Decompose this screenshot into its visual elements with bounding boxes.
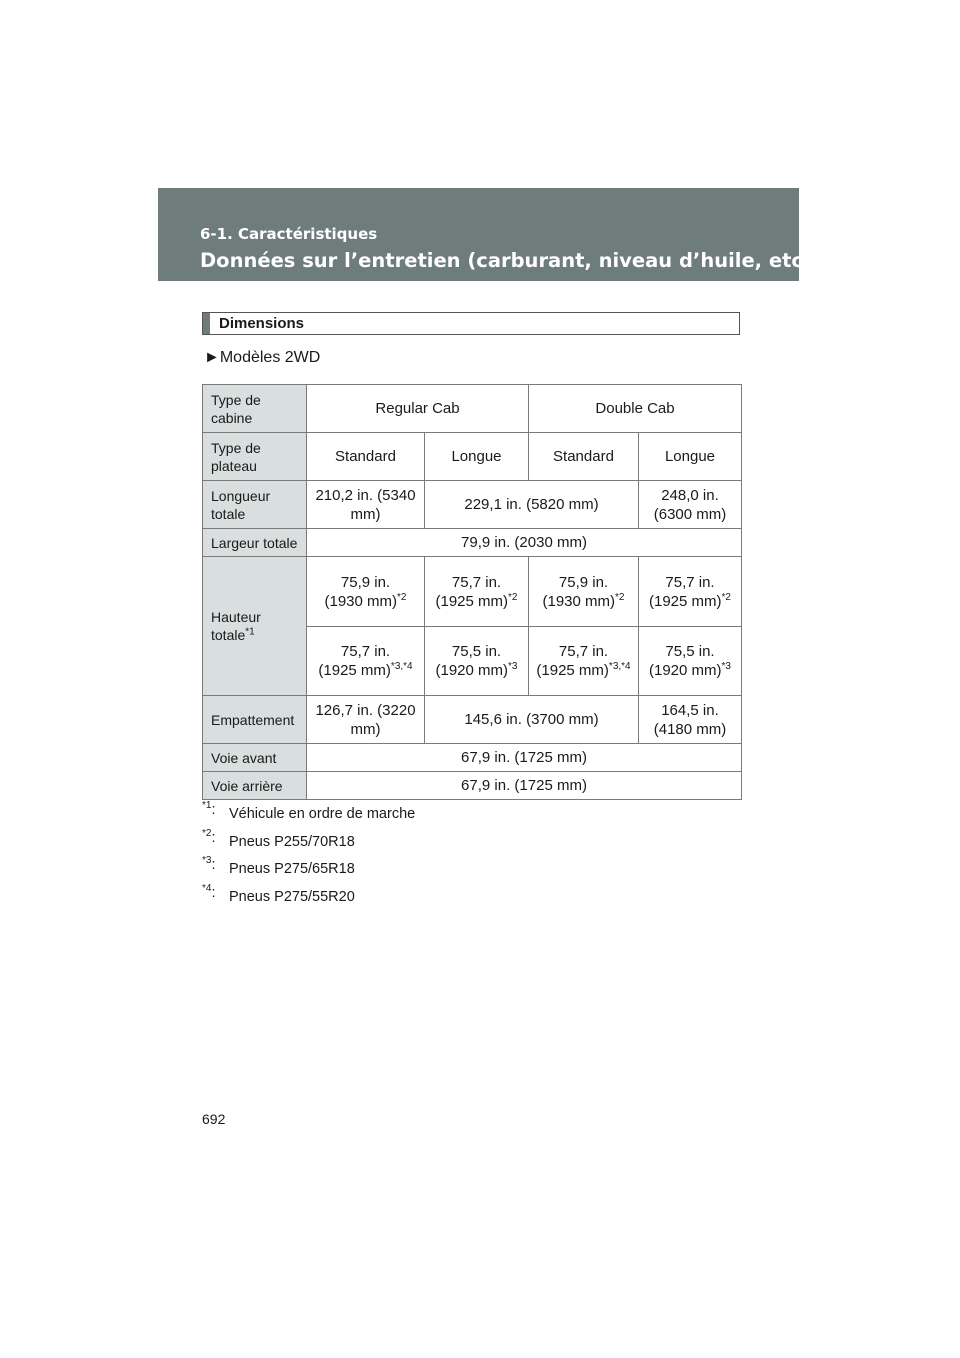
table-cell: Standard xyxy=(307,433,425,481)
value-in: 75,9 in. xyxy=(558,573,609,591)
value-mm: (1925 mm) xyxy=(536,662,609,679)
table-cell: 210,2 in. (5340 mm) xyxy=(307,481,425,529)
page-title: Données sur l’entretien (carburant, niveau d’huile, etc.) xyxy=(200,249,820,272)
footnote-ref: *3 xyxy=(508,661,518,672)
table-cell xyxy=(425,627,529,696)
value-mm: (1930 mm) xyxy=(324,592,398,610)
footnote-ref: *3 xyxy=(721,661,731,672)
table-cell: 229,1 in. (5820 mm) xyxy=(425,481,639,529)
table-row xyxy=(203,696,742,744)
table-cell xyxy=(307,627,425,696)
value-mm: (1920 mm) xyxy=(649,662,722,679)
table-row xyxy=(203,385,742,433)
row-label: Type de cabine xyxy=(203,385,307,433)
footnote-ref: *2 xyxy=(721,591,731,603)
value-in: 75,5 in. xyxy=(665,643,715,660)
section-label: 6-1. Caractéristiques xyxy=(200,225,378,243)
footnote-text: Pneus P275/55R20 xyxy=(229,888,355,905)
row-label: Voie avant xyxy=(203,744,307,772)
table-cell: Double Cab xyxy=(529,385,742,433)
row-label-text: Hauteur totale xyxy=(211,609,261,643)
value-mm: (1925 mm) xyxy=(435,592,509,610)
value-in: 75,7 in. xyxy=(340,643,391,660)
value-mm: (1930 mm) xyxy=(542,592,616,610)
table-row xyxy=(203,481,742,529)
table-row xyxy=(203,772,742,800)
section-heading xyxy=(202,312,740,335)
row-label: Voie arrière xyxy=(203,772,307,800)
table-cell: 67,9 in. (1725 mm) xyxy=(307,744,742,772)
table-cell: Longue xyxy=(639,433,742,481)
value-in: 75,7 in. xyxy=(558,643,609,660)
value-in: 75,7 in. xyxy=(665,573,715,591)
footnote-mark: $^{*4}$: xyxy=(202,882,216,901)
value-in: 75,5 in. xyxy=(451,643,502,660)
footnote-ref: *2 xyxy=(508,591,518,603)
table-cell xyxy=(529,557,639,627)
table-cell: Standard xyxy=(529,433,639,481)
value-mm: (1925 mm) xyxy=(318,662,391,679)
section-accent xyxy=(203,313,210,334)
row-label: Empattement xyxy=(203,696,307,744)
footnote-text: Véhicule en ordre de marche xyxy=(229,806,416,822)
footnote-text: Pneus P255/70R18 xyxy=(229,833,355,850)
row-label: Longueur totale xyxy=(203,481,307,529)
value-in: 75,9 in. xyxy=(340,573,391,591)
subsection-label: Modèles 2WD xyxy=(219,349,321,366)
page-number: 692 xyxy=(202,1111,226,1127)
table-cell: Longue xyxy=(425,433,529,481)
table-cell xyxy=(529,627,639,696)
table-cell: 145,6 in. (3700 mm) xyxy=(425,696,639,744)
table-cell xyxy=(639,557,742,627)
footnote-ref: *3,*4 xyxy=(608,661,631,672)
footnote-mark: $^{*2}$: xyxy=(202,827,216,846)
footnote-ref: *2 xyxy=(615,591,625,603)
table-row xyxy=(203,433,742,481)
row-label xyxy=(203,557,307,696)
bullet-arrow-icon: ► xyxy=(204,349,220,366)
table-cell xyxy=(639,627,742,696)
value-mm: (1920 mm) xyxy=(435,662,509,679)
row-label: Type de plateau xyxy=(203,433,307,481)
value-mm: (1925 mm) xyxy=(649,592,722,610)
table-cell: 67,9 in. (1725 mm) xyxy=(307,772,742,800)
chapter-header xyxy=(158,188,820,281)
footnote-mark: $^{*1}$: xyxy=(202,800,216,818)
footnote-ref: *3,*4 xyxy=(390,661,413,672)
subsection-heading xyxy=(204,349,320,367)
footnote-text: Pneus P275/65R18 xyxy=(229,861,355,877)
table-cell: Regular Cab xyxy=(307,385,529,433)
table-cell xyxy=(425,557,529,627)
row-label: Largeur totale xyxy=(203,529,307,557)
table-row xyxy=(203,744,742,772)
table-cell: 79,9 in. (2030 mm) xyxy=(307,529,742,557)
table-row xyxy=(203,557,742,627)
section-title: Dimensions xyxy=(219,315,305,332)
table-cell: 126,7 in. (3220 mm) xyxy=(307,696,425,744)
value-in: 75,7 in. xyxy=(451,573,502,591)
footnote-mark: $^{*3}$: xyxy=(202,855,216,873)
table-cell: 248,0 in. (6300 mm) xyxy=(639,481,742,529)
footnote-ref: *1 xyxy=(245,626,255,638)
dimensions-table xyxy=(202,384,742,800)
table-cell: 164,5 in. (4180 mm) xyxy=(639,696,742,744)
table-cell xyxy=(307,557,425,627)
footnote-ref: *2 xyxy=(397,591,407,603)
table-row xyxy=(203,529,742,557)
